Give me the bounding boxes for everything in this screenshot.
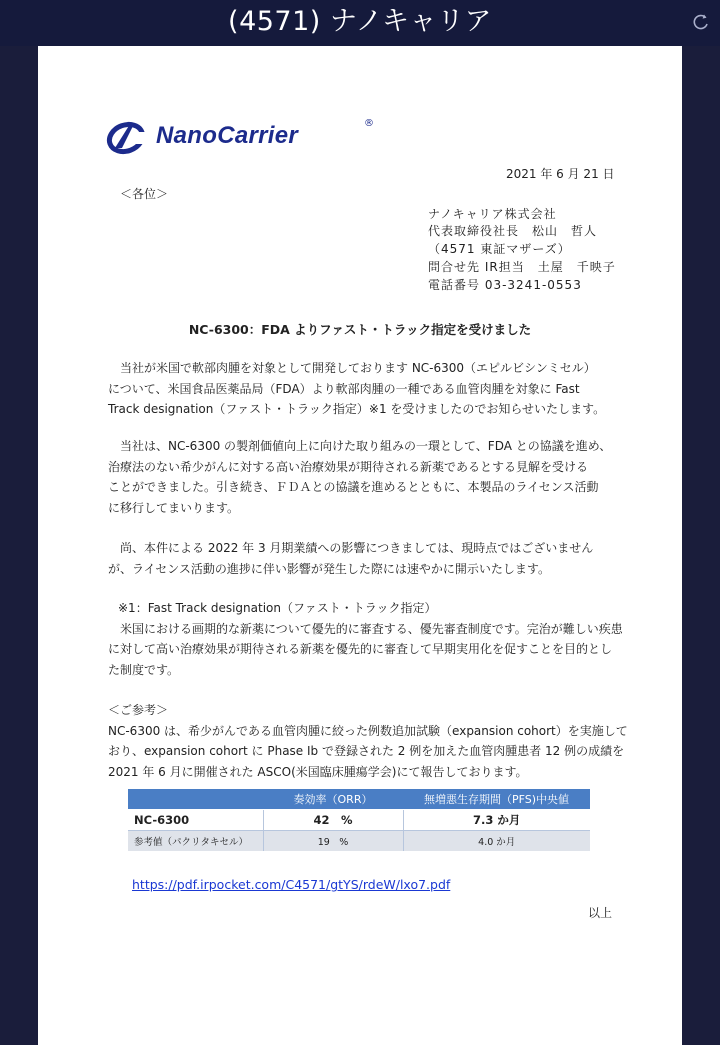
sender-company: ナノキャリア株式会社 — [428, 207, 557, 221]
paragraph-line: 当社は、NC-6300 の製剤価値向上に向けた取り組みの一環として、FDA との協議を進め、 — [120, 439, 612, 453]
reference-section — [108, 700, 628, 782]
table-cell: 42 % — [263, 810, 403, 831]
paragraph-line: が、ライセンス活動の進捗に伴い影響が発生した際には速やかに開示いたします。 — [108, 561, 550, 576]
table-cell: 参考値（パクリタキセル） — [128, 831, 263, 852]
table-cell: 4.0 か月 — [403, 831, 590, 852]
paragraph-line: 当社が米国で軟部肉腫を対象として開発しております NC-6300（エピルビシンミセル） — [120, 361, 596, 375]
paragraph-line: ことができました。引き続き、ＦＤＡとの協議を進めるとともに、本製品のライセンス活動 — [108, 480, 599, 494]
registered-mark: ® — [364, 118, 374, 129]
table-header-cell: 奏効率（ORR） — [263, 789, 403, 810]
table-cell: 19 % — [263, 831, 403, 852]
sender-exchange: （4571 東証マザーズ） — [428, 242, 571, 256]
app-title: (4571) ナノキャリア — [228, 6, 492, 37]
paragraph-line: 治療法のない希少がんに対する高い治療効果が期待される新薬であるとする見解を受ける — [108, 459, 589, 474]
footnote-line: に対して高い治療効果が期待される新薬を優先的に審査して早期実用化を促すことを目的とし — [108, 642, 613, 656]
footnote-title: ※1：Fast Track designation（ファスト・トラック指定） — [118, 601, 437, 615]
reference-line: おり、expansion cohort に Phase Ib で登録された 2 例を加えた血管肉腫患者 12 例の成績を — [108, 744, 625, 758]
table-header-cell: 無増悪生存期間（PFS)中央値 — [403, 789, 590, 810]
table-row — [128, 810, 590, 831]
app-header — [0, 0, 720, 46]
paragraph-1 — [108, 358, 618, 420]
table-header-cell — [128, 789, 263, 810]
paragraph-line: に移行してまいります。 — [108, 500, 240, 515]
table-cell: 7.3 か月 — [403, 810, 590, 831]
reference-title: ＜ご参考＞ — [108, 703, 169, 717]
sender-contact: 問合せ先 IR担当 土屋 千映子 — [428, 260, 616, 274]
results-table — [128, 789, 590, 851]
pdf-link[interactable]: https://pdf.irpocket.com/C4571/gtYS/rdeW/lxo7.pdf — [132, 877, 451, 892]
reference-line: 2021 年 6 月に開催された ASCO(米国臨床腫瘍学会)にて報告しております。 — [108, 764, 528, 779]
paragraph-3 — [108, 538, 618, 579]
paragraph-line: 尚、本件による 2022 年 3 月期業績への影響につきましては、現時点ではございません — [120, 541, 594, 555]
document-title: NC-6300：FDA よりファスト・トラック指定を受けました — [188, 322, 532, 337]
reference-line: NC-6300 は、希少がんである血管肉腫に絞った例数追加試験（expansion cohort）を実施して — [108, 723, 628, 738]
table-row — [128, 831, 590, 852]
table-header-row — [128, 789, 590, 810]
table-cell: NC-6300 — [128, 810, 263, 831]
addressee: ＜各位＞ — [120, 187, 169, 201]
footnote — [108, 598, 623, 680]
logo-text: NanoCarrier — [156, 122, 299, 149]
footnote-line: 米国における画期的な新薬について優先的に審査する、優先審査制度です。完治が難しい疾患 — [120, 621, 623, 636]
company-logo — [106, 118, 374, 158]
paragraph-line: Track designation（ファスト・トラック指定）※1 を受けましたのでお知らせいたします。 — [108, 402, 606, 416]
document-date: 2021 年 6 月 21 日 — [506, 167, 615, 181]
sender-representative: 代表取締役社長 松山 哲人 — [428, 224, 598, 238]
paragraph-line: について、米国食品医薬品局（FDA）より軟部肉腫の一種である血管肉腫を対象に Fast — [108, 381, 580, 396]
closing-text: 以上 — [588, 906, 613, 920]
refresh-icon[interactable] — [690, 11, 712, 33]
footnote-line: た制度です。 — [108, 662, 180, 677]
document-page — [38, 46, 682, 1045]
sender-phone: 電話番号 03-3241-0553 — [428, 278, 582, 292]
nanocarrier-logo-icon — [106, 118, 154, 158]
paragraph-2 — [108, 436, 618, 518]
